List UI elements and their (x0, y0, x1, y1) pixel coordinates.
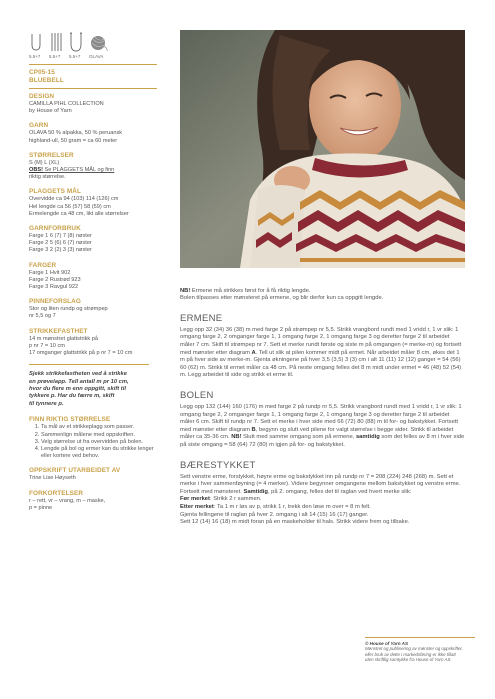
text-line: Se PLAGGETS MÅL og finn (42, 167, 115, 174)
label: Før merket (180, 496, 210, 503)
nb-label: NB! (180, 288, 191, 294)
forkortelser-section (29, 490, 157, 512)
section-heading: OPPSKRIFT UTARBEIDET AV (29, 467, 121, 475)
plagg-section (29, 188, 157, 218)
model-photo (180, 30, 465, 268)
tool-label: OLAVA (89, 54, 104, 59)
text-line: Sett 12 (14) 16 (18) m midt foran på en maskeholder til hals. Strikk videre frem og tilbake. (180, 519, 410, 526)
tool-icons (29, 30, 157, 52)
text-line: til tynnere p. (29, 400, 64, 407)
text-run: , begynn og slutt ved pilene for valgt størrelse i begge sider. Strikk til arbeidet måler ca 35-36 cm. (180, 426, 454, 441)
farger-section (29, 262, 157, 292)
storrelser-section (29, 152, 157, 182)
text-run: Legg opp 132 (144) 160 (176) m med farge 2 på rundp nr 5,5. Strikk vrangbord rundt med 1 vridd r, 1 vr slik: 1 omgang farge 2, 2 omganger farge 1, 1 omgang farge 2, 1 omgang farge 3 og deretter farge 2 til arbeidet måler 6 cm. Skift til rundp nr 7. Sett et merke i hver side med 66 (72) 80 (88) m til for- og bakstykket. Fortsett med mønster etter diagram (180, 403, 462, 433)
list-item: 2. Sammenlign målene med oppskriften. (41, 432, 157, 439)
text-line: Stor og liten rundp og strømpep (29, 306, 108, 313)
text-line: riktig størrelse. (29, 174, 66, 181)
text-line: Trine Lise Høyseth (29, 475, 76, 482)
ermene-paragraph (180, 327, 465, 380)
oppskrift-section (29, 467, 157, 482)
label: Etter merket (180, 503, 214, 510)
divider (29, 64, 157, 65)
gauge-note (29, 371, 157, 408)
text-run: som det felles av 8 m i hver side på siste omgang = 58 (64) 72 (80) m igjen på for- og bakstykket. (180, 434, 465, 448)
section-heading: GARNFORBRUK (29, 225, 81, 233)
text-line: r – rett, vr – vrang, m – maske, (29, 497, 106, 504)
diagram-ref: B (251, 426, 256, 433)
section-heading: BOLEN (180, 389, 214, 401)
divider (29, 364, 149, 365)
section-heading: STRIKKEFASTHET (29, 327, 88, 335)
section-heading: GARN (29, 122, 49, 130)
copyright-title: © House of Yarn AS (365, 641, 409, 646)
tool-label: 5.5+7 (49, 54, 61, 59)
section-heading: ERMENE (180, 312, 223, 324)
list-item: 4. Lengde på bol og ermer kan du strikke lenger eller kortere ved behov. (41, 446, 157, 460)
text-line: Overvidde ca 94 (103) 114 (126) cm (29, 196, 119, 203)
text-run: . Tell ut slik at pilen kommer midt på ermet. Når arbeidet måler 8 cm, økes det 1 m på hver side av merke-m. Gjenta økningene på hver 3,5 (3,5) 3 (3) cm i alt 11 (11) 12 (12) ganger = 54 (56) 60 (62) m. Strikk til ermet måler ca 48 cm. På neste omgang felles det 8 m midt under ermet = 46 (48) 52 (54) m. Legg arbeidet til side og strikk et erme til. (180, 349, 462, 379)
text-line: highland-ull, 50 gram = ca 60 meter (29, 137, 118, 144)
nb-label: NB! (231, 434, 242, 441)
text-run: Legg opp 32 (34) 36 (38) m med farge 2 på strømpep nr 5,5. Strikk vrangbord rundt med 1 vridd r, 1 vr slik: 1 omgang farge 2, 2 omganger farge 1, 1 omgang farge 2, 1 omgang farge 3 og deretter farge 2 til arbeidet måler 7 cm. Skift til strømpep nr 7. Sett et merke rundt første og siste m på omgangen (= merke-m) og fortsett med mønster etter diagram (180, 326, 462, 356)
emphasis: Samtidig (243, 488, 268, 495)
text-line: Gjenta fellingene til raglan på hver 2. omgang i alt 14 (15) 16 (17) ganger. (180, 511, 369, 518)
circular-needle-icon (29, 32, 43, 52)
text-line: Ermene må strikkes først for å få riktig lengde. (190, 288, 311, 294)
text-line: Hel lengde ca 56 (57) 58 (59) cm (29, 203, 111, 210)
obs-label: OBS! (29, 167, 43, 174)
list-item: 1. Ta mål av et strikkeplagg som passer. (41, 424, 157, 431)
text-line: p = pinne (29, 504, 53, 511)
text-line: 14 m mønstret glattstrikk på (29, 335, 99, 342)
text-run: Sett venstre erme, forstykket, høyre erme og bakstykket inn på rundp nr 7 = 208 (224) 248 (268) m. Sett et merke i hver sammenføyning (= 4 merker). Videre begynner omgangene mellom bakstykket og venstre erme. Fortsett med mønsteret. (180, 473, 461, 495)
text-line: Farge 3 2 (2) 3 (3) nøster (29, 247, 92, 254)
design-section (29, 93, 157, 115)
text-line: en prøvelapp. Tell antall m pr 10 cm, (29, 378, 129, 385)
text-line: Bolen tilpasses etter mønsteret på ermene, og blir derfor kun ca oppgitt lengde. (180, 295, 384, 302)
section-heading: PLAGGETS MÅL (29, 188, 81, 196)
pattern-name: BLUEBELL (29, 77, 64, 84)
forbruk-section (29, 225, 157, 255)
divider (29, 88, 157, 89)
text-line: Farge 2 Rustrød 923 (29, 276, 81, 283)
section-heading: STØRRELSER (29, 151, 74, 159)
text-line: tykkere p. Har du færre m, skift (29, 393, 115, 400)
section-heading: BÆRESTYKKET (180, 459, 256, 471)
intro-note (180, 288, 465, 303)
text-line: eller bruk av dette i markedsføring er ikke tillatt (365, 651, 456, 657)
text-line: uten skriftlig samtykke fra House of Yarn AS. (365, 657, 452, 663)
finn-section (29, 416, 157, 460)
text-line: Sjekk strikkefastheten ved å strikke (29, 371, 127, 378)
section-heading: FINN RIKTIG STØRRELSE (29, 416, 111, 424)
text-line: Farge 3 Ravgul 922 (29, 284, 79, 291)
garn-section (29, 122, 157, 144)
diagram-ref: A (251, 349, 256, 356)
right-column (180, 288, 465, 537)
text-line: Farge 1 6 (7) 7 (8) nøster (29, 233, 92, 240)
text-line: S (M) L (XL) (29, 159, 60, 166)
text-line: hvor du flere m enn oppgitt, skift til (29, 386, 126, 393)
left-column (29, 30, 157, 519)
text-line: CAMILLA PIHL COLLECTION (29, 101, 104, 107)
pattern-code: CP05-15 (29, 69, 55, 76)
tool-label: 5.5+7 (69, 54, 81, 59)
pinne-section (29, 298, 157, 320)
text-run: : Ta 1 m r løs av p, strikk 1 r, trekk den løse m over = 8 m felt. (213, 503, 371, 510)
steps-list (29, 424, 157, 460)
text-line: by House of Yarn (29, 108, 72, 115)
sweater-photo-illustration (180, 30, 465, 268)
section-heading: FORKORTELSER (29, 489, 84, 497)
section-heading: FARGER (29, 261, 57, 269)
fasthet-section (29, 328, 157, 358)
tool-labels (29, 54, 157, 59)
double-pointed-needles-icon (49, 32, 63, 52)
list-item: 3. Velg størrelse ut fra overvidden på bolen. (41, 439, 157, 446)
text-run: , på 2. omgang, felles det til raglan ved hvert merke slik: (267, 488, 412, 495)
text-line: p nr 7 = 10 cm (29, 342, 65, 349)
text-line: Mønstret og publisering av mønster og oppskrifter, (365, 646, 463, 651)
tool-label: 5.5+7 (29, 54, 41, 59)
text-line: Farge 2 5 (6) 6 (7) nøster (29, 240, 92, 247)
text-line: Farge 1 Hvit 902 (29, 269, 71, 276)
text-line: nr 5,5 og 7 (29, 313, 56, 320)
text-line: Ermelengde ca 48 cm, likt alle størrelser (29, 210, 129, 217)
text-line: OLAVA 50 % alpakka, 50 % peruansk (29, 130, 123, 137)
text-line: 17 omganger glattstrikk på p nr 7 = 10 cm (29, 350, 133, 357)
text-run: : Strikk 2 r sammen. (209, 496, 262, 503)
bolen-paragraph (180, 404, 465, 450)
section-heading: PINNEFORSLAG (29, 298, 81, 306)
emphasis: samtidig (355, 434, 380, 441)
bare-paragraph (180, 474, 465, 527)
section-heading: DESIGN (29, 93, 55, 100)
text-run: Slutt med samme omgang som på ermene, (241, 434, 356, 441)
circular-needle-large-icon (69, 32, 83, 52)
copyright-footer (365, 637, 475, 663)
yarn-ball-icon (89, 32, 109, 52)
